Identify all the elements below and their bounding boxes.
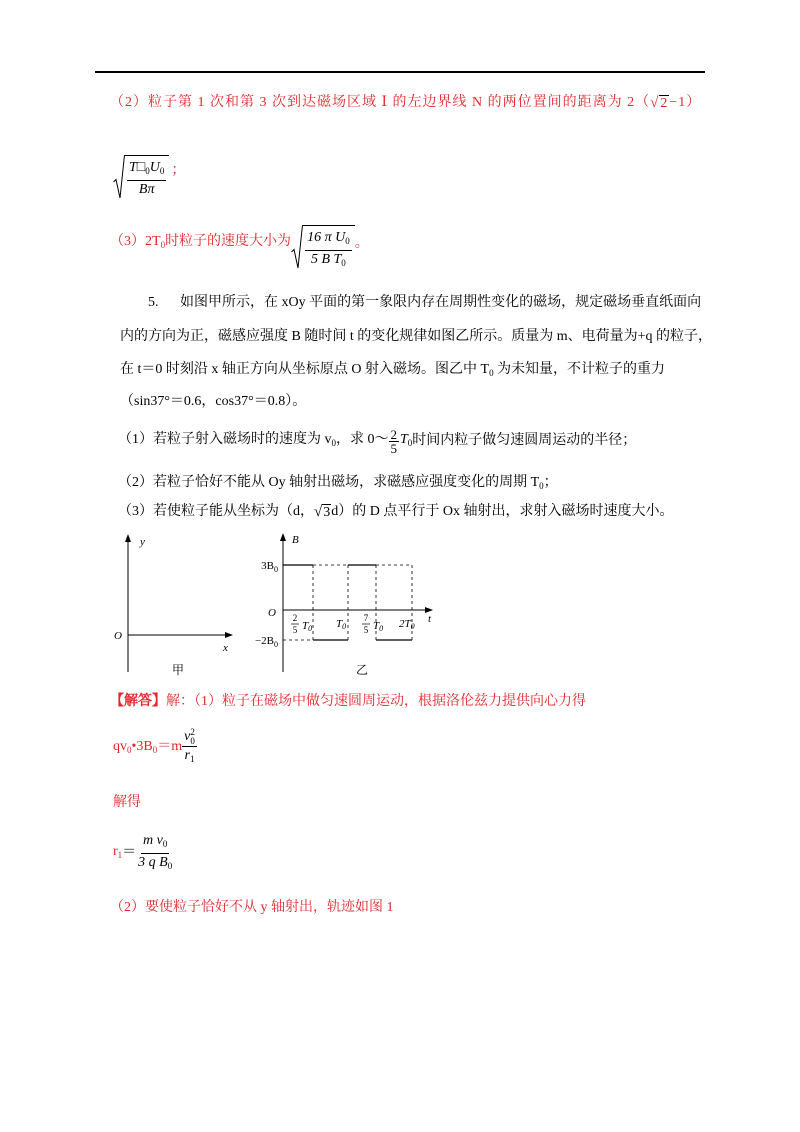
tick-text: T bbox=[336, 618, 343, 630]
subscript: 0 bbox=[145, 166, 150, 176]
subscript: 0 bbox=[341, 258, 346, 268]
superscript: 2 bbox=[190, 726, 195, 737]
denominator: 3 q B bbox=[138, 854, 168, 870]
y-axis-arrow-icon bbox=[125, 534, 131, 542]
sub-question-3 bbox=[118, 502, 673, 522]
y-axis-label: y bbox=[140, 536, 145, 548]
sqrt-three bbox=[314, 503, 331, 521]
sqrt-expression bbox=[113, 154, 169, 200]
subscript: 0 bbox=[190, 735, 195, 746]
radius-symbol: r bbox=[113, 843, 118, 859]
solution-intro-text: 解：（1）粒子在磁场中做匀速圆周运动，根据洛伦兹力提供向心力得 bbox=[166, 694, 586, 709]
radicand: 3 bbox=[323, 504, 331, 520]
tick3-numerator: 7 bbox=[363, 613, 369, 623]
b-axis-arrow-icon bbox=[280, 533, 286, 541]
sub1-text-b: ，求 0～ bbox=[336, 431, 389, 447]
eq1-text-b: •3B bbox=[131, 738, 153, 754]
solution-intro bbox=[110, 692, 586, 712]
tick1-numerator: 2 bbox=[292, 613, 298, 623]
solution-part2: （2）要使粒子恰好不从 y 轴射出，轨迹如图 1 bbox=[110, 900, 394, 915]
b-axis-label: B bbox=[292, 534, 299, 546]
subscript: 0 bbox=[162, 838, 168, 849]
subscript: 0 bbox=[539, 481, 544, 491]
part2-prefix: （2）粒子第 1 次和第 3 次到达磁场区域 Ⅰ 的左边界线 N 的两位置间的距离为 2（ bbox=[110, 95, 651, 110]
numerator: 16 π U bbox=[307, 230, 346, 245]
equals-sign: ＝ bbox=[122, 845, 137, 860]
speed-fraction bbox=[305, 229, 352, 272]
line3-text-b: 为未知量，不计粒子的重力 bbox=[493, 362, 666, 377]
subscript: 0 bbox=[159, 166, 165, 176]
two-fifths-fraction bbox=[389, 428, 400, 455]
line3-text-a: 在 t＝0 时刻沿 x 轴正方向从坐标原点 O 射入磁场。图乙中 T bbox=[120, 362, 490, 377]
part3-text: 时粒子的速度大小为 bbox=[165, 233, 292, 249]
period-symbol: T bbox=[400, 431, 408, 447]
x-axis-label: x bbox=[223, 642, 228, 654]
subscript: 0 bbox=[152, 744, 158, 755]
subscript: 0 bbox=[167, 860, 173, 871]
subscript: 0 bbox=[274, 640, 278, 649]
subscript: 0 bbox=[308, 624, 313, 633]
denominator: r bbox=[184, 748, 190, 764]
numerator: m v bbox=[143, 832, 163, 848]
origin-label: O bbox=[114, 630, 122, 642]
origin-label: O bbox=[268, 607, 276, 619]
equation-force-balance bbox=[113, 726, 197, 770]
subscript: 0 bbox=[379, 624, 384, 633]
solve-word: 解得 bbox=[113, 795, 141, 810]
part2-suffix: −1） bbox=[669, 95, 702, 110]
subscript: 1 bbox=[117, 849, 123, 860]
denominator: 5 bbox=[390, 440, 397, 456]
sub3-text-a: （3）若使粒子能从坐标为（d， bbox=[118, 504, 314, 519]
numerator-u: U bbox=[149, 160, 160, 175]
sqrt-two bbox=[650, 94, 669, 112]
period: 。 bbox=[354, 236, 369, 251]
semicolon: ； bbox=[171, 163, 186, 178]
subscript: 0 bbox=[331, 437, 336, 448]
equation-radius bbox=[113, 832, 174, 874]
subscript: 0 bbox=[274, 565, 278, 574]
question-line-1: 如图甲所示，在 xOy 平面的第一象限内存在周期性变化的磁场，规定磁场垂直纸面向 bbox=[180, 295, 702, 310]
numerator: 2 bbox=[390, 426, 397, 442]
numerator: v bbox=[184, 729, 191, 745]
distance-formula bbox=[113, 154, 185, 200]
subscript: 1 bbox=[189, 754, 195, 765]
tick1-denominator: 5 bbox=[292, 625, 298, 635]
subscript: 0 bbox=[345, 236, 350, 246]
figure-a-caption: 甲 bbox=[172, 663, 185, 677]
figure-b-caption: 乙 bbox=[356, 663, 369, 677]
sub3-text-b: d）的 D 点平行于 Ox 轴射出，求射入磁场时速度大小。 bbox=[331, 504, 674, 519]
solution-label: 【解答】 bbox=[110, 694, 166, 709]
subscript: 0 bbox=[410, 622, 415, 631]
header-rule bbox=[95, 71, 705, 73]
denominator: Bπ bbox=[138, 182, 155, 197]
sub2-text-b: ； bbox=[543, 475, 558, 490]
tick3-label bbox=[373, 620, 383, 633]
radical-sign-icon: √ bbox=[650, 94, 660, 111]
positive-level-label bbox=[261, 560, 278, 574]
numerator-t: T□ bbox=[129, 160, 146, 175]
velocity-squared-over-radius bbox=[182, 728, 197, 768]
prev-answer-part3 bbox=[110, 224, 369, 272]
subscript: 0 bbox=[160, 239, 166, 250]
subscript: 0 bbox=[407, 437, 413, 448]
radical-sign-icon bbox=[113, 154, 125, 200]
subscript: 0 bbox=[127, 744, 132, 755]
sub1-text-c: 时间内粒子做匀速圆周运动的半径； bbox=[412, 433, 637, 448]
subscript: 0 bbox=[342, 622, 347, 631]
sub2-text-a: （2）若粒子恰好不能从 Oy 轴射出磁场，求磁感应强度变化的周期 T bbox=[118, 475, 540, 490]
eq1-text-a: qv bbox=[113, 738, 127, 754]
question-line-3 bbox=[120, 360, 665, 383]
tick1-label bbox=[302, 620, 312, 633]
question-number: 5. bbox=[148, 295, 159, 310]
radical-sign-icon bbox=[291, 224, 303, 270]
tick-text: T bbox=[302, 620, 309, 632]
x-axis-arrow-icon bbox=[225, 632, 233, 638]
sub1-text-a: （1）若粒子射入磁场时的速度为 v bbox=[118, 431, 332, 447]
sub-question-1 bbox=[118, 421, 636, 461]
prev-answer-part2 bbox=[110, 93, 701, 113]
tick-text: 2T bbox=[399, 618, 411, 630]
t-axis-label: t bbox=[428, 613, 432, 625]
question-line-2: 内的方向为正，磁感应强度 B 随时间 t 的变化规律如图乙所示。质量为 m、电荷量为+q 的粒子， bbox=[120, 329, 713, 344]
radicand: 2 bbox=[660, 95, 669, 111]
level-text: 3B bbox=[261, 560, 274, 572]
part3-prefix: （3）2T bbox=[110, 233, 161, 249]
level-text: −2B bbox=[254, 635, 274, 647]
question-line-4: （sin37°＝0.6，cos37°＝0.8）。 bbox=[120, 394, 307, 409]
negative-level-label bbox=[255, 635, 278, 649]
distance-fraction bbox=[127, 159, 166, 199]
tick2-label bbox=[336, 618, 346, 631]
tick-text: T bbox=[373, 620, 380, 632]
subscript: 0 bbox=[489, 368, 494, 378]
denominator: 5 B T bbox=[310, 252, 342, 267]
sub-question-2 bbox=[118, 473, 558, 496]
tick3-denominator: 5 bbox=[363, 625, 369, 635]
sqrt-expression bbox=[291, 224, 355, 272]
radical-sign-icon: √ bbox=[314, 503, 323, 520]
eq1-text-c: ＝m bbox=[157, 738, 183, 754]
radius-fraction bbox=[136, 832, 174, 875]
figure-b-field-vs-time bbox=[245, 528, 440, 680]
figure-a-coordinate-axes bbox=[110, 528, 240, 680]
